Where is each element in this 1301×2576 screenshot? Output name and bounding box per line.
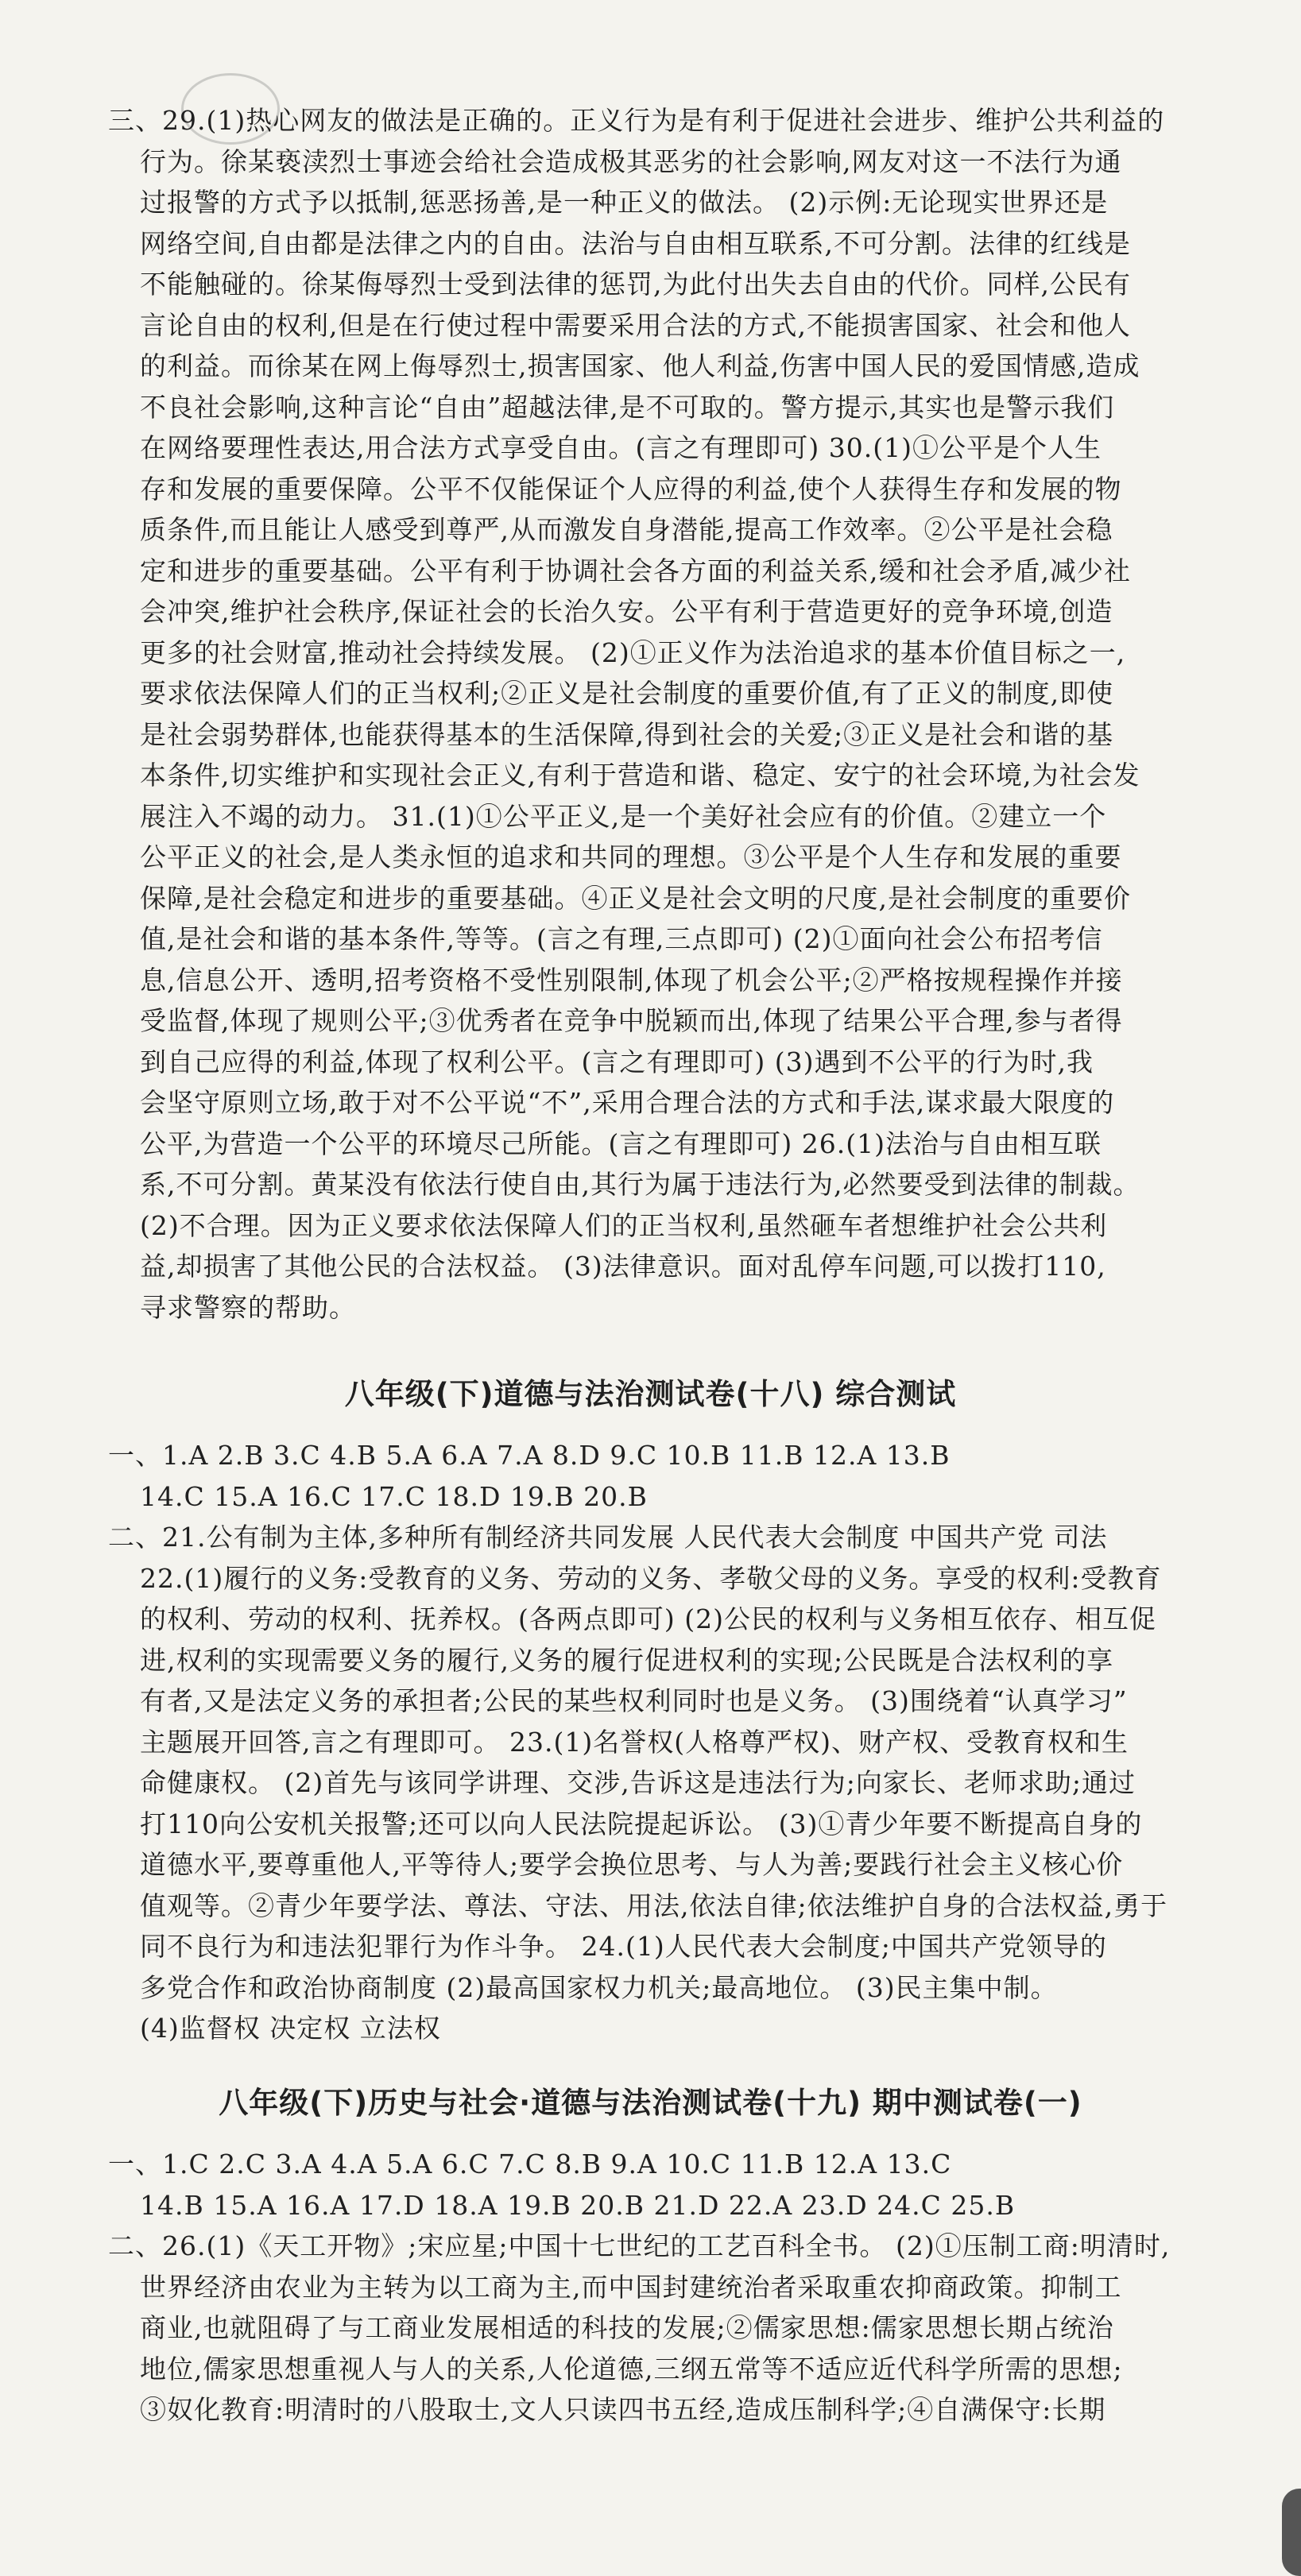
text-line: 是社会弱势群体,也能获得基本的生活保障,得到社会的关爱;③正义是社会和谐的基: [140, 718, 1114, 750]
text-line: 值,是社会和谐的基本条件,等等。(言之有理,三点即可) (2)①面向社会公布招考信: [140, 923, 1103, 954]
text-line: 三、29.(1)热心网友的做法是正确的。正义行为是有利于促进社会进步、维护公共利益的: [108, 105, 1165, 136]
text-line: 会坚守原则立场,敢于对不公平说“不”,采用合理合法的方式和手法,谋求最大限度的: [140, 1087, 1115, 1118]
text-line: 要求依法保障人们的正当权利;②正义是社会制度的重要价值,有了正义的制度,即使: [140, 678, 1114, 709]
text-line: 有者,又是法定义务的承担者;公民的某些权利同时也是义务。 (3)围绕着“认真学习”: [140, 1685, 1128, 1716]
text-line: 系,不可分割。黄某没有依法行使自由,其行为属于违法行为,必然要受到法律的制裁。: [140, 1169, 1140, 1200]
text-line: 道德水平,要尊重他人,平等待人;要学会换位思考、与人为善;要践行社会主义核心价: [140, 1849, 1124, 1880]
text-line: 展注入不竭的动力。 31.(1)①公平正义,是一个美好社会应有的价值。②建立一个: [140, 800, 1107, 832]
text-line: 在网络要理性表达,用合法方式享受自由。(言之有理即可) 30.(1)①公平是个人生: [140, 432, 1102, 463]
text-line: 一、1.A 2.B 3.C 4.B 5.A 6.A 7.A 8.D 9.C 10.B 11.B 12.A 13.B: [108, 1440, 951, 1471]
text-line: 地位,儒家思想重视人与人的关系,人伦道德,三纲五常等不适应近代科学所需的思想;: [140, 2353, 1123, 2385]
text-line: ③奴化教育:明清时的八股取士,文人只读四书五经,造成压制科学;④自满保守:长期: [140, 2394, 1106, 2425]
heading-test-18: 八年级(下)道德与法治测试卷(十八) 综合测试: [344, 1377, 957, 1411]
text-line: 主题展开回答,言之有理即可。 23.(1)名誉权(人格尊严权)、财产权、受教育权和生: [140, 1726, 1129, 1758]
text-line: 14.C 15.A 16.C 17.C 18.D 19.B 20.B: [140, 1480, 648, 1512]
text-line: 不良社会影响,这种言论“自由”超越法律,是不可取的。警方提示,其实也是警示我们: [140, 391, 1115, 423]
text-line: 命健康权。 (2)首先与该同学讲理、交涉,告诉这是违法行为;向家长、老师求助;通过: [140, 1767, 1136, 1798]
text-line: 同不良行为和违法犯罪行为作斗争。 24.(1)人民代表大会制度;中国共产党领导的: [140, 1931, 1107, 1962]
text-line: 14.B 15.A 16.A 17.D 18.A 19.B 20.B 21.D 22.A 23.D 24.C 25.B: [140, 2189, 1016, 2221]
text-line: 的利益。而徐某在网上侮辱烈士,损害国家、他人利益,伤害中国人民的爱国情感,造成: [140, 350, 1140, 381]
text-line: 保障,是社会稳定和进步的重要基础。④正义是社会文明的尺度,是社会制度的重要价: [140, 882, 1131, 914]
text-line: 值观等。②青少年要学法、尊法、守法、用法,依法自律;依法维护自身的合法权益,勇于: [140, 1889, 1168, 1921]
text-line: 受监督,体现了规则公平;③优秀者在竞争中脱颖而出,体现了结果公平合理,参与者得: [140, 1005, 1123, 1036]
text-line: 言论自由的权利,但是在行使过程中需要采用合法的方式,不能损害国家、社会和他人: [140, 309, 1131, 341]
text-line: 二、21.公有制为主体,多种所有制经济共同发展 人民代表大会制度 中国共产党 司法: [108, 1522, 1108, 1553]
text-line: (2)不合理。因为正义要求依法保障人们的正当权利,虽然砸车者想维护社会公共利: [140, 1209, 1108, 1241]
text-line: 22.(1)履行的义务:受教育的义务、劳动的义务、孝敬父母的义务。享受的权利:受教育: [140, 1562, 1162, 1594]
text-line: 进,权利的实现需要义务的履行,义务的履行促进权利的实现;公民既是合法权利的享: [140, 1644, 1114, 1676]
heading-test-19: 八年级(下)历史与社会·道德与法治测试卷(十九) 期中测试卷(一): [219, 2086, 1082, 2120]
text-line: 定和进步的重要基础。公平有利于协调社会各方面的利益关系,缓和社会矛盾,减少社: [140, 555, 1131, 586]
text-line: 打110向公安机关报警;还可以向人民法院提起诉讼。 (3)①青少年要不断提高自身的: [140, 1808, 1143, 1839]
text-line: 行为。徐某亵渎烈士事迹会给社会造成极其恶劣的社会影响,网友对这一不法行为通: [140, 145, 1122, 177]
text-line: 二、26.(1)《天工开物》;宋应星;中国十七世纪的工艺百科全书。 (2)①压制工商:明清时,: [108, 2230, 1171, 2261]
text-line: 到自己应得的利益,体现了权利公平。(言之有理即可) (3)遇到不公平的行为时,我: [140, 1046, 1094, 1077]
text-line: 商业,也就阻碍了与工商业发展相适的科技的发展;②儒家思想:儒家思想长期占统治: [140, 2312, 1114, 2343]
page-edge-tab: [1282, 2489, 1301, 2576]
text-line: 本条件,切实维护和实现社会正义,有利于营造和谐、稳定、安宁的社会环境,为社会发: [140, 760, 1140, 791]
text-line: 过报警的方式予以抵制,惩恶扬善,是一种正义的做法。 (2)示例:无论现实世界还是: [140, 187, 1109, 218]
text-line: 息,信息公开、透明,招考资格不受性别限制,体现了机会公平;②严格按规程操作并接: [140, 964, 1123, 996]
text-line: (4)监督权 决定权 立法权: [140, 2013, 441, 2044]
text-line: 益,却损害了其他公民的合法权益。 (3)法律意识。面对乱停车问题,可以拨打110,: [140, 1251, 1106, 1282]
text-line: 不能触碰的。徐某侮辱烈士受到法律的惩罚,为此付出失去自由的代价。同样,公民有: [140, 269, 1131, 300]
text-line: 寻求警察的帮助。: [140, 1291, 356, 1323]
text-line: 世界经济由农业为主转为以工商为主,而中国封建统治者采取重农抑商政策。抑制工: [140, 2271, 1122, 2303]
text-line: 公平,为营造一个公平的环境尽己所能。(言之有理即可) 26.(1)法治与自由相互联: [140, 1127, 1102, 1159]
text-line: 的权利、劳动的权利、抚养权。(各两点即可) (2)公民的权利与义务相互依存、相互促: [140, 1603, 1156, 1634]
text-line: 更多的社会财富,推动社会持续发展。 (2)①正义作为法治追求的基本价值目标之一,: [140, 636, 1126, 668]
text-line: 质条件,而且能让人感受到尊严,从而激发自身潜能,提高工作效率。②公平是社会稳: [140, 514, 1113, 545]
text-line: 网络空间,自由都是法律之内的自由。法治与自由相互联系,不可分割。法律的红线是: [140, 227, 1131, 259]
text-line: 一、1.C 2.C 3.A 4.A 5.A 6.C 7.C 8.B 9.A 10.C 11.B 12.A 13.C: [108, 2149, 952, 2180]
text-line: 会冲突,维护社会秩序,保证社会的长治久安。公平有利于营造更好的竞争环境,创造: [140, 596, 1113, 627]
text-line: 存和发展的重要保障。公平不仅能保证个人应得的利益,使个人获得生存和发展的物: [140, 473, 1122, 505]
text-line: 公平正义的社会,是人类永恒的追求和共同的理想。③公平是个人生存和发展的重要: [140, 841, 1122, 872]
text-line: 多党合作和政治协商制度 (2)最高国家权力机关;最高地位。 (3)民主集中制。: [140, 1971, 1058, 2003]
